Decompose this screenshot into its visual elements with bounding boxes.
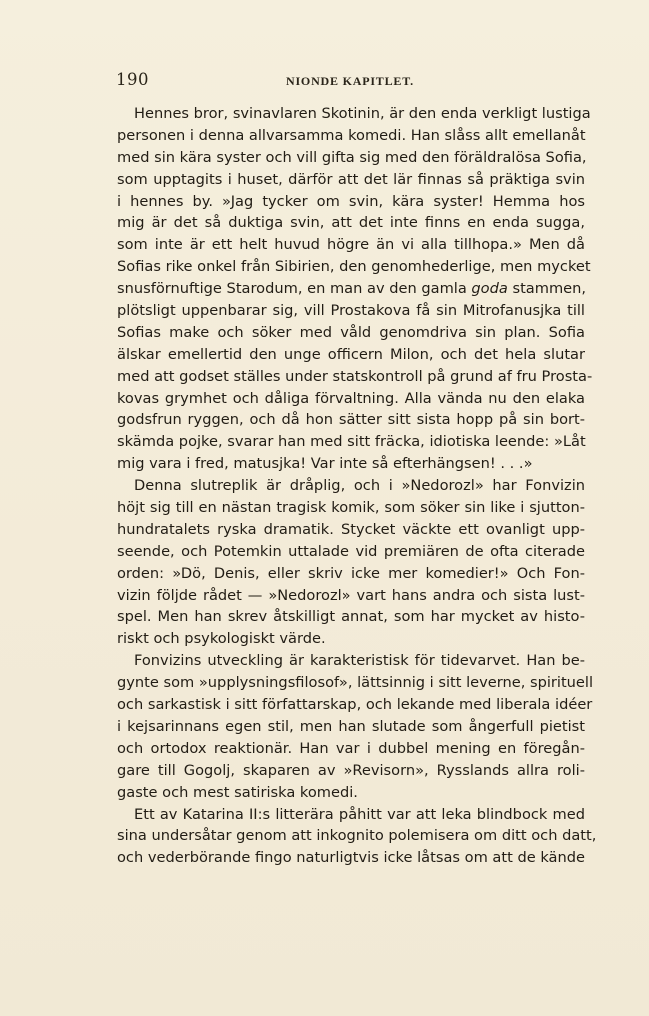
text-line: vizin följde rådet — »Nedorozl» vart hans andra och sista lust-	[117, 586, 585, 604]
text-line: mig vara i fred, matusjka! Var inte så efterhängsen! . . .»	[117, 455, 533, 473]
text-line: Sofias make och söker med våld genomdriva sin plan. Sofia	[117, 323, 585, 341]
text-line: kovas grymhet och dåliga förvaltning. Alla vända nu den elaka	[117, 389, 585, 407]
text-line: personen i denna allvarsamma komedi. Han slåss allt emellanåt	[117, 126, 586, 144]
text-line: och vederbörande fingo naturligtvis icke låtsas om att de kände	[117, 849, 585, 867]
emphasis: goda	[471, 280, 508, 298]
text-line: med att godset ställes under statskontroll på grund af fru Prosta-	[117, 367, 593, 385]
text-line: och ortodox reaktionär. Han var i dubbel mening en föregån-	[117, 739, 585, 757]
text-line: med sin kära syster och vill gifta sig med den föräldralösa Sofia,	[117, 148, 587, 166]
text-line: Sofias rike onkel från Sibirien, den genomhederlige, men mycket	[117, 258, 591, 276]
text-line: Ett av Katarina II:s litterära påhitt var att leka blindbock med	[134, 805, 585, 823]
text-line: som inte är ett helt huvud högre än vi alla tillhopa.» Men då	[117, 236, 585, 254]
text-line: plötsligt uppenbarar sig, vill Prostakova få sin Mitrofanusjka till	[117, 302, 585, 320]
text-line: spel. Men han skrev åtskilligt annat, som har mycket av histo-	[117, 608, 585, 626]
text-line: älskar emellertid den unge officern Milon, och det hela slutar	[117, 345, 585, 363]
running-head: NIONDE KAPITLET.	[286, 74, 414, 88]
text-line: sina undersåtar genom att inkognito polemisera om ditt och datt,	[117, 827, 597, 845]
text-line: i hennes by. »Jag tycker om svin, kära syster! Hemma hos	[117, 192, 585, 210]
text-line: och sarkastisk i sitt författarskap, och lekande med liberala idéer	[117, 696, 593, 714]
text-line: Fonvizins utveckling är karakteristisk för tidevarvet. Han be-	[134, 652, 585, 670]
text-line: höjt sig till en nästan tragisk komik, som söker sin like i sjutton-	[117, 499, 585, 517]
text-line: mig är det så duktiga svin, att det inte finns en enda sugga,	[117, 214, 585, 232]
text-line: Hennes bror, svinavlaren Skotinin, är den enda verkligt lustiga	[134, 105, 591, 122]
text-line: gaste och mest satiriska komedi.	[117, 783, 358, 801]
text-line: som upptagits i huset, därför att det lär finnas så präktiga svin	[117, 170, 585, 188]
text-line: riskt och psykologiskt värde.	[117, 630, 326, 648]
page-header	[116, 70, 586, 96]
text-line: godsfrun ryggen, och då hon sätter sitt sista hopp på sin bort-	[117, 411, 585, 429]
page-number: 190	[116, 70, 149, 89]
text-line: hundratalets ryska dramatik. Stycket väckte ett ovanligt upp-	[117, 520, 585, 538]
text-line: orden: »Dö, Denis, eller skriv icke mer komedier!» Och Fon-	[117, 564, 585, 582]
text-line: gynte som »upplysningsfilosof», lättsinnig i sitt leverne, spirituell	[117, 674, 594, 692]
text-line: i kejsarinnans egen stil, men han slutade som ångerfull pietist	[117, 717, 585, 735]
text-line: snusförnuftige Starodum, en man av den gamla goda stammen,	[117, 280, 587, 298]
text-line: seende, och Potemkin uttalade vid premiären de ofta citerade	[117, 542, 585, 560]
body-text	[117, 103, 597, 869]
text-line: skämda pojke, svarar han med sitt fräcka, idiotiska leende: »Låt	[117, 433, 586, 451]
text-line: Denna slutreplik är dråplig, och i »Nedorozl» har Fonvizin	[134, 477, 585, 495]
text-line: gare till Gogolj, skaparen av »Revisorn», Rysslands allra roli-	[117, 761, 585, 779]
